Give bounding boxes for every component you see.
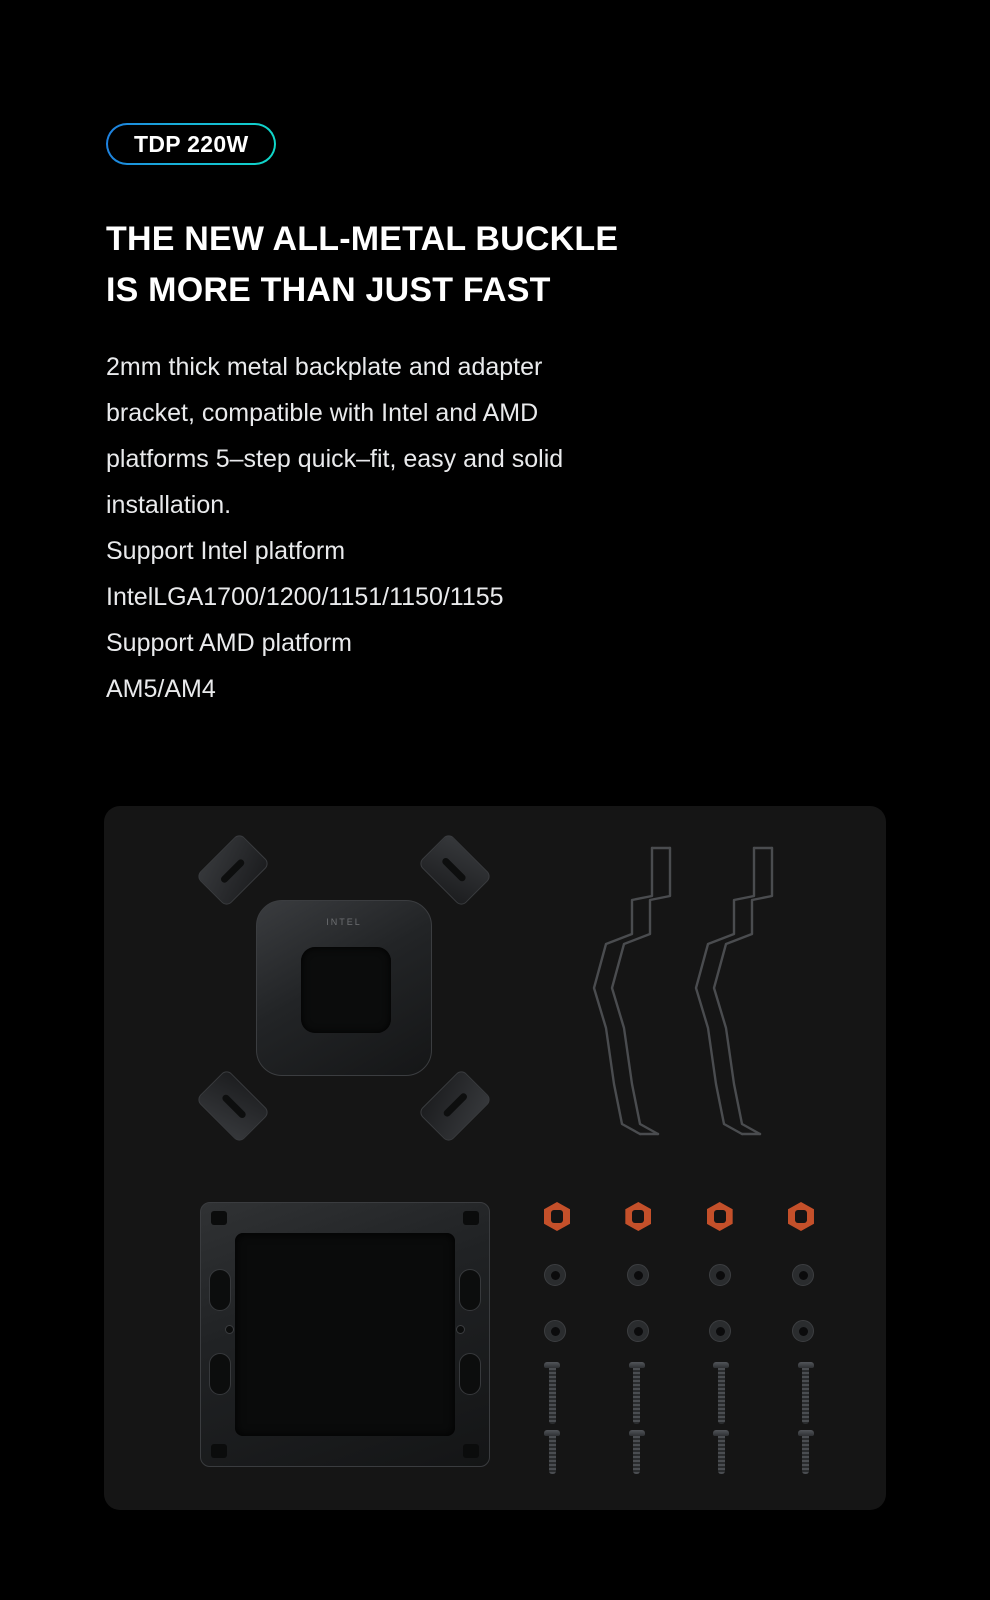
dark-standoff [627,1264,649,1286]
bracket-arm-top-right [418,833,493,908]
wire-clip-svg [544,838,834,1158]
intel-mounting-bracket-image [204,848,484,1128]
screw-shaft [633,1368,640,1424]
page-title-line-1: THE NEW ALL-METAL BUCKLE [106,220,619,258]
dark-standoff-row-2 [544,1320,814,1342]
orange-standoff [788,1202,814,1231]
screw-shaft [549,1436,556,1474]
screw-shaft [549,1368,556,1424]
short-screw [713,1430,729,1474]
dark-standoff [709,1264,731,1286]
page-title-line-2: IS MORE THAN JUST FAST [106,271,551,309]
screw-shaft [802,1368,809,1424]
backplate-body [200,1202,490,1467]
description-line: 2mm thick metal backplate and adapter [106,353,543,381]
long-screw [629,1362,645,1424]
backplate-window [235,1233,455,1436]
short-screw [544,1430,560,1474]
dark-standoff [709,1320,731,1342]
description-line: platforms 5–step quick–fit, easy and solid [106,445,564,473]
screw-shaft [718,1436,725,1474]
backplate-slot [209,1353,231,1395]
orange-standoff [544,1202,570,1231]
orange-standoff [707,1202,733,1231]
hardware-kit-image [544,1202,814,1472]
description-line: Support Intel platform [106,537,346,565]
backplate-hole [225,1325,234,1334]
backplate-slot [459,1353,481,1395]
description-line: IntelLGA1700/1200/1151/1150/1155 [106,583,504,611]
tdp-badge-wrapper [106,123,276,165]
long-screw [798,1362,814,1424]
backplate-corner-cut [211,1444,227,1458]
backplate-corner-cut [463,1444,479,1458]
dark-standoff-row-1 [544,1264,814,1286]
orange-standoff [625,1202,651,1231]
description-line: bracket, compatible with Intel and AMD [106,399,539,427]
long-screw [544,1362,560,1424]
screw-shaft [718,1368,725,1424]
bracket-arm-bottom-left [196,1069,271,1144]
dark-standoff [792,1264,814,1286]
page-title [106,214,806,316]
bracket-brand-label: INTEL [326,917,362,927]
bracket-center-cutout [301,947,391,1033]
bracket-center-body [256,900,432,1076]
backplate-slot [459,1269,481,1311]
orange-standoff-row [544,1202,814,1231]
backplate-hole [456,1325,465,1334]
long-screw [713,1362,729,1424]
screw-shaft [802,1436,809,1474]
metal-backplate-image [200,1202,490,1467]
bracket-arm-top-left [196,833,271,908]
description-line: Support AMD platform [106,629,352,657]
dark-standoff [792,1320,814,1342]
backplate-slot [209,1269,231,1311]
wire-clip-image [544,838,834,1158]
description-line: AM5/AM4 [106,675,216,703]
short-screw-row [544,1430,814,1474]
backplate-corner-cut [463,1211,479,1225]
long-screw-row [544,1362,814,1424]
screw-shaft [633,1436,640,1474]
description-text [106,344,786,712]
short-screw [798,1430,814,1474]
backplate-corner-cut [211,1211,227,1225]
status-badge: TDP 220W [106,123,276,165]
bracket-arm-bottom-right [418,1069,493,1144]
accessories-panel [104,806,886,1510]
description-line: installation. [106,491,232,519]
dark-standoff [544,1264,566,1286]
dark-standoff [627,1320,649,1342]
short-screw [629,1430,645,1474]
dark-standoff [544,1320,566,1342]
